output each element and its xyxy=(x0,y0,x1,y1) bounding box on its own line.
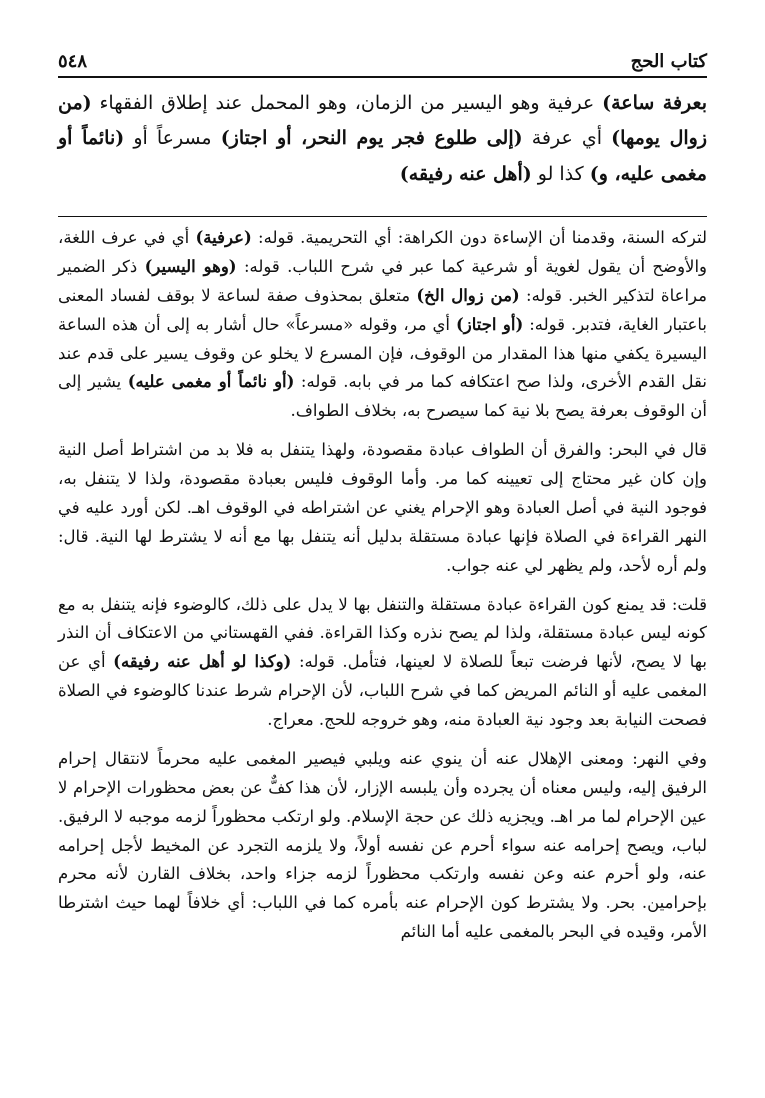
commentary xyxy=(58,224,707,957)
main-text-span: مسرعاً أو xyxy=(124,127,221,150)
commentary-paragraph-1 xyxy=(58,224,707,426)
text-span: يشير إلى أن الوقوف بعرفة يصح بلا نية كما سيصرح به، بخلاف الطواف. xyxy=(58,372,707,421)
running-header xyxy=(58,42,707,78)
text-span: أي في عرف اللغة، والأوضح أن يقول لغوية أو شرعية كما عبر في شرح اللباب. قوله: xyxy=(58,228,707,276)
book-title: كتاب الحج xyxy=(630,51,707,72)
main-text-span: أي عرفة xyxy=(522,127,612,150)
main-text-bold: بعرفة ساعة) xyxy=(602,92,707,114)
page-number: ٥٤٨ xyxy=(58,51,88,72)
main-text xyxy=(58,86,707,192)
commentary-paragraph-3 xyxy=(58,591,707,735)
commentary-paragraph-4: وفي النهر: ومعنى الإهلال عنه أن ينوي عنه ويلبي فيصير المغمى عليه محرماً لانتقال إحرام الرفيق إليه، وليس معناه أن يجرده وأن يلبسه الإزار، لأن هذا كفٌّ عن بعض محظورات الإحرام لا عين الإحرام لما مر اهـ. ويجزيه ذلك عن حجة الإسلام. ولو ارتكب محظوراً لزمه موجبه لا الرفيق. لباب، ويصح إحرامه عنه سواء أحرم عن نفسه أولاً، ولا يلزمه التجرد عن المخيط لأجل إحرامه عنه، ولو أحرم عنه وعن نفسه وارتكب محظوراً لزمه جزاء واحد، بخلاف القارن لأنه محرم بإحرامين. بحر. ولا يشترط كون الإحرام عنه بأمره كما في اللباب: أي خلافاً لهما حيث اشترطا الأمر، وقيده في البحر بالمغمى عليه أما النائم xyxy=(58,748,707,942)
text-span: لتركه السنة، وقدمنا أن الإساءة دون الكراهة: أي التحريمية. قوله: xyxy=(251,228,707,247)
main-text-bold: (أهل عنه رفيقه) xyxy=(399,162,532,185)
text-span: قلت: قد يمنع كون القراءة عبادة مستقلة والتنفل بها لا يدل على ذلك، كالوضوء فإنه يتنفل به مع كونه ليس عبادة مستقلة، ولذا لم يصح نذره وكذا القراءة. ففي القهستاني من الاعتكاف أن النذر بها لا يصح، لأنها فرضت تبعاً للصلاة لا لعينها، فتأمل. قوله: xyxy=(58,594,707,672)
text-span: متعلق بمحذوف صفة لساعة لا بوقف لفساد المعنى باعتبار الغاية، فتدبر. قوله: xyxy=(58,285,708,334)
section-divider xyxy=(58,216,707,217)
main-text-span: كذا لو xyxy=(531,162,590,185)
commentary-paragraph-2: قال في البحر: والفرق أن الطواف عبادة مقصودة، ولهذا يتنفل به فلا بد من اشتراط أصل النية وإن كان غير محتاج إلى تعيينه كما مر. وأما الوقوف فليس بعبادة مقصودة، ولذا لا يتنفل به، فوجود النية في أصل العبادة وهو الإحرام يغني عن اشتراطه في الوقوف اهـ. لكن أورد عليه في النهر القراءة في الصلاة فإنها عبادة مستقلة بدليل أنه يتنفل بها مع أنه لا يشترط لها النية. قال: ولم أره لأحد، ولم يظهر لي عنه جواب. xyxy=(58,440,707,575)
quoted-phrase: (وكذا لو أهل عنه رفيقه) xyxy=(113,652,292,672)
quoted-phrase: (عرفية) xyxy=(195,228,252,247)
quoted-phrase: (أو نائماً أو مغمى عليه) xyxy=(127,372,295,392)
text-span: ذكر الضمير مراعاة لتذكير الخبر. قوله: xyxy=(58,256,707,305)
main-text-bold: (نائماً أو مغمى عليه، و) xyxy=(58,127,707,185)
quoted-phrase: (أو اجتاز) xyxy=(455,314,524,334)
main-text-bold: (من زوال يومها) xyxy=(58,92,708,150)
text-span: أي مر، وقوله «مسرعاً» حال أشار به إلى أن هذه الساعة اليسيرة يكفي منها هذا المقدار من الوقوف، فإن المسرع لا يخلو عن وقوف يسير على قدم عند نقل القدم الأخرى، ولذا صح اعتكافه كما مر في بابه. قوله: xyxy=(58,314,707,392)
quoted-phrase: (وهو اليسير) xyxy=(144,256,237,276)
main-text-span: عرفية وهو اليسير من الزمان، وهو المحمل عند إطلاق الفقهاء xyxy=(91,92,603,114)
text-span: أي عن المغمى عليه أو النائم المريض كما في شرح اللباب، لأن الإحرام شرط عندنا كالوضوء في الصلاة فصحت النيابة بعد وجود نية العبادة منه، وهو خروجه للحج. معراج. xyxy=(58,652,707,729)
quoted-phrase: (من زوال الخ) xyxy=(416,285,520,305)
main-text-bold: (إلى طلوع فجر يوم النحر، أو اجتاز) xyxy=(220,127,523,150)
